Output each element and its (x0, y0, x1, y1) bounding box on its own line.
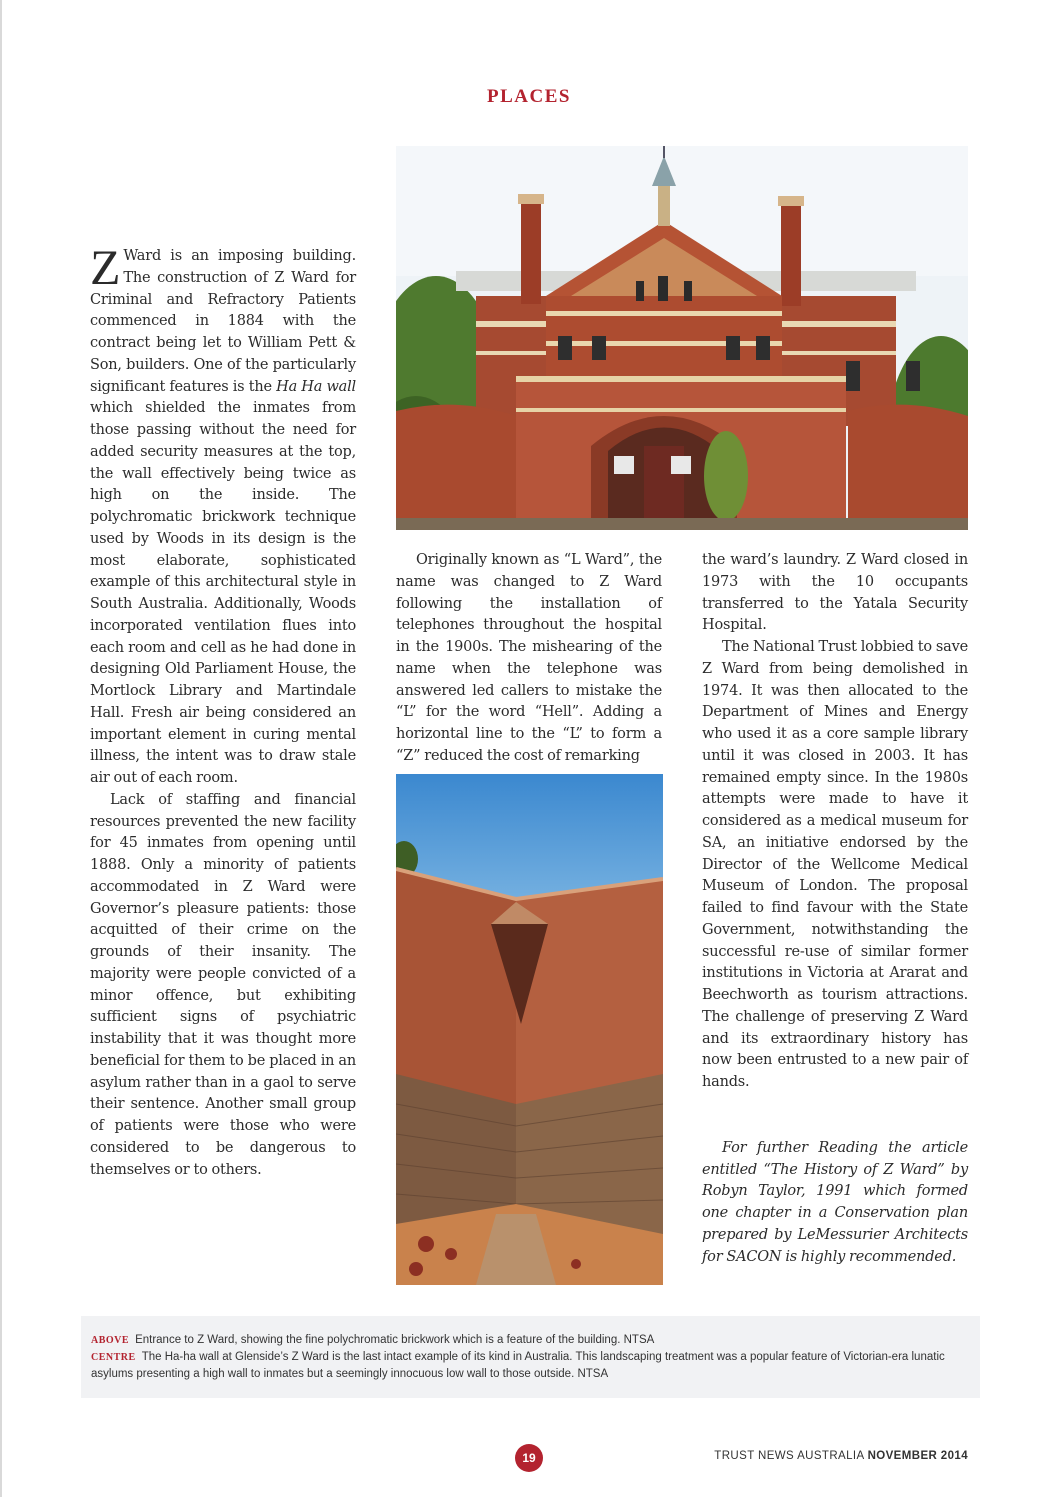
caption-text (91, 1332, 971, 1382)
caption-above-label: ABOVE (91, 1335, 130, 1346)
further-reading-paragraph: For further Reading the article entitled “The History of Z Ward” by Robyn Taylor, 1991 which formed one chapter in a Conservation plan prepared by LeMessurier Architects for SACON is highly recommended. (702, 1139, 968, 1265)
publication-name: TRUST NEWS AUSTRALIA (714, 1450, 864, 1462)
article-column-1 (90, 239, 356, 1181)
ha-ha-wall-photo (396, 774, 663, 1285)
caption-above-text: Entrance to Z Ward, showing the fine polychromatic brickwork which is a feature of the building. NTSA (135, 1334, 655, 1346)
article-column-3 (702, 550, 968, 1268)
caption-centre-text: The Ha-ha wall at Glenside’s Z Ward is the last intact example of its kind in Australia. This landscaping treatment was a popular feature of Victorian-era lunatic asylums presenting a high wall to inmates but a seemingly innocuous low wall to those outside. NTSA (91, 1351, 945, 1380)
caption-centre-label: CENTRE (91, 1352, 136, 1363)
article-column-2 (396, 550, 662, 768)
drop-cap: Z (90, 239, 121, 295)
intro-paragraph (90, 239, 356, 790)
caption-centre (91, 1349, 971, 1382)
closure-paragraph: the ward’s laundry. Z Ward closed in 1973 with the 10 occupants transferred to the Yatala Security Hospital. (702, 552, 968, 634)
issue-date: NOVEMBER 2014 (867, 1450, 968, 1462)
section-title: PLACES (487, 86, 571, 107)
national-trust-paragraph: The National Trust lobbied to save Z Ward from being demolished in 1974. It was then allocated to the Department of Mines and Energy who used it as a core sample library until it was closed in 2003. It has remained empty since. In the 1980s attempts were made to have it considered as a medical museum for SA, an initiative endorsed by the Director of the Wellcome Medical Museum of London. The proposal failed to find favour with the State Government, notwithstanding the successful re-use of similar former institutions in Victoria at Ararat and Beechworth as tourism attractions. The challenge of preserving Z Ward and its extraordinary history has now been entrusted to a new pair of hands. (702, 639, 968, 1090)
footer-publication (714, 1450, 968, 1462)
caption-above (91, 1332, 971, 1349)
name-origin-paragraph: Originally known as “L Ward”, the name was changed to Z Ward following the installation of telephones throughout the hospital in the 1900s. The mishearing of the name when the telephone was answered led callers to mistake the “L” for the word “Hell”. Adding a horizontal line to the “L” to form a “Z” reduced the cost of remarking (396, 552, 662, 764)
caption-box (81, 1316, 980, 1398)
staffing-paragraph: Lack of staffing and financial resources prevented the new facility for 45 inmates from opening until 1888. Only a minority of patients accommodated in Z Ward were Governor’s pleasure patients: those acquitted of their crime on the grounds of their insanity. The majority were people convicted of a minor offence, but exhibiting sufficient signs of psychiatric instability that it was thought more beneficial for them to be placed in an asylum rather than in a gaol to serve their sentence. Another small group of patients were those who were considered to be dangerous to themselves or to others. (90, 791, 356, 1178)
page-number-badge: 19 (515, 1444, 543, 1472)
page-edge (0, 0, 2, 1497)
intro-text-2: which shielded the inmates from those passing without the need for added security measures at the top, the wall effectively being twice as high on the inside. The polychromatic brickwork technique used by Woods in its design is the most elaborate, sophisticated example of this architectural style in South Australia. Additionally, Woods incorporated ventilation flues into each room and cell as he had done in designing Old Parliament House, the Mortlock Library and Martindale Hall. Fresh air being considered an important element in curing mental illness, the intent was to draw stale air out of each room. (90, 400, 356, 786)
intro-text-1: Ward is an imposing building. The construction of Z Ward for Criminal and Refractory Patients commenced in 1884 with the contract being let to William Pett & Son, builders. One of the particularly significant features is the (90, 248, 356, 395)
ha-ha-wall-term: Ha Ha wall (276, 378, 356, 395)
z-ward-entrance-photo (396, 146, 968, 530)
